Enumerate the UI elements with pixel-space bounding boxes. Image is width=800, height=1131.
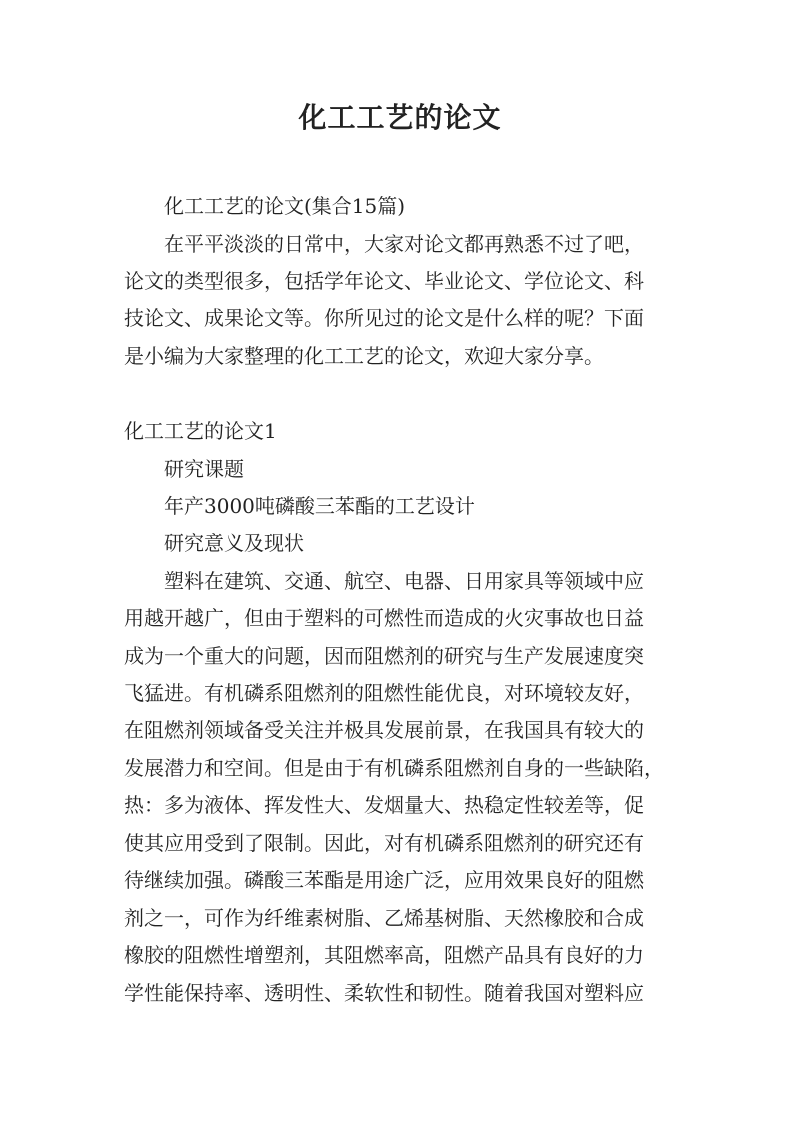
subheading-research-topic: 研究课题	[164, 457, 244, 481]
body-paragraph-line: 塑料在建筑、交通、航空、电器、日用家具等领域中应	[164, 569, 644, 593]
body-paragraph-line: 在阻燃剂领域备受关注并极具发展前景，在我国具有较大的	[124, 718, 644, 742]
section-heading: 化工工艺的论文1	[124, 419, 277, 443]
body-paragraph-line: 飞猛进。有机磷系阻燃剂的阻燃性能优良，对环境较友好，	[124, 681, 644, 705]
body-paragraph-line: 橡胶的阻燃性增塑剂，其阻燃率高，阻燃产品具有良好的力	[124, 943, 644, 967]
intro-paragraph-line: 论文的类型很多，包括学年论文、毕业论文、学位论文、科	[124, 269, 644, 293]
body-paragraph-line: 使其应用受到了限制。因此，对有机磷系阻燃剂的研究还有	[124, 831, 644, 855]
body-paragraph-line: 热：多为液体、挥发性大、发烟量大、热稳定性较差等，促	[124, 793, 644, 817]
body-paragraph-line: 待继续加强。磷酸三苯酯是用途广泛，应用效果良好的阻燃	[124, 868, 644, 892]
body-paragraph-line: 用越开越广，但由于塑料的可燃性而造成的火灾事故也日益	[124, 606, 644, 630]
subtitle-line: 化工工艺的论文(集合15篇)	[164, 194, 406, 218]
subheading-research-significance: 研究意义及现状	[164, 531, 304, 555]
body-paragraph-line: 学性能保持率、透明性、柔软性和韧性。随着我国对塑料应	[124, 981, 644, 1005]
intro-paragraph-line: 是小编为大家整理的化工工艺的论文，欢迎大家分享。	[124, 344, 604, 368]
research-topic-text: 年产3000吨磷酸三苯酯的工艺设计	[164, 494, 475, 518]
body-paragraph-line: 剂之一，可作为纤维素树脂、乙烯基树脂、天然橡胶和合成	[124, 906, 644, 930]
document-title: 化工工艺的论文	[298, 101, 502, 134]
body-paragraph-line: 发展潜力和空间。但是由于有机磷系阻燃剂自身的一些缺陷，	[124, 756, 664, 780]
body-paragraph-line: 成为一个重大的问题，因而阻燃剂的研究与生产发展速度突	[124, 644, 644, 668]
intro-paragraph-line: 在平平淡淡的日常中，大家对论文都再熟悉不过了吧，	[164, 232, 644, 256]
intro-paragraph-line: 技论文、成果论文等。你所见过的论文是什么样的呢？下面	[124, 306, 644, 330]
